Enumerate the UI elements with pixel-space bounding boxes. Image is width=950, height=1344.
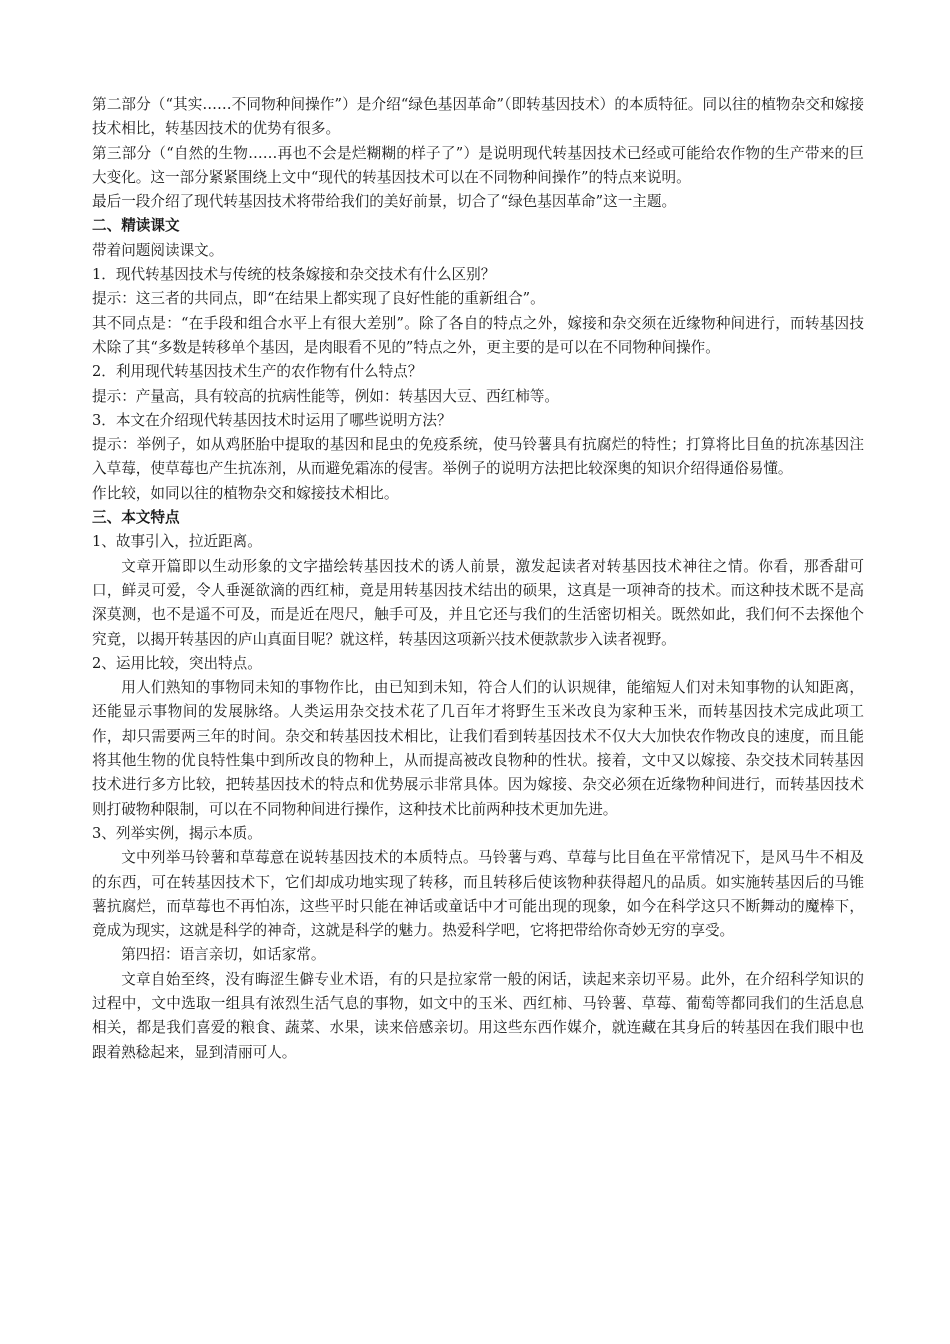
- section2-intro: 带着问题阅读课文。: [92, 241, 224, 259]
- feature-4-body: 文章自始至终，没有晦涩生僻专业术语，有的只是拉家常一般的闲话，读起来亲切平易。此外，在介绍科学知识的过程中，文中选取一组具有浓烈生活气息的事物，如文中的玉米、西红柿、马铃薯、草莓、葡萄等都同我们的生活息息相关，都是我们喜爱的粮食、蔬菜、水果，读来倍感亲切。用这些东西作媒介，就连藏在其身后的转基因在我们眼中也跟着熟稔起来，显到清丽可人。: [92, 970, 864, 1061]
- question-1-difference: 其不同点是：“在手段和组合水平上有很大差别”。除了各自的特点之外，嫁接和杂交须在近缘物种间进行，而转基因技术除了其“多数是转移单个基因，是肉眼看不见的”特点之外，更主要的是可以在不同物种间操作。: [92, 314, 864, 356]
- feature-1-title: 1、故事引入，拉近距离。: [92, 533, 262, 551]
- section-heading-features: 三、本文特点: [92, 509, 180, 527]
- feature-3-title: 3、列举实例，揭示本质。: [92, 824, 262, 842]
- feature-2-body: 用人们熟知的事物同未知的事物作比，由已知到未知，符合人们的认识规律，能缩短人们对未知事物的认知距离，还能显示事物间的发展脉络。人类运用杂交技术花了几百年才将野生玉米改良为家种玉米，而转基因技术完成此项工作，却只需要两三年的时间。杂交和转基因技术相比，让我们看到转基因技术不仅大大加快农作物改良的速度，而且能将其他生物的优良特性集中到所改良的物种上，从而提高被改良物种的性状。接着，文中又以嫁接、杂交技术同转基因技术进行多方比较，把转基因技术的特点和优势展示非常具体。因为嫁接、杂交必须在近缘物种间进行，而转基因技术则打破物种限制，可以在不同物种间进行操作，这种技术比前两种技术更加先进。: [92, 679, 864, 818]
- feature-4-title: 第四招：语言亲切，如话家常。: [121, 946, 326, 964]
- paragraph-part2: 第二部分（“其实……不同物种间操作”）是介绍“绿色基因革命”（即转基因技术）的本质特征。同以往的植物杂交和嫁接技术相比，转基因技术的优势有很多。: [92, 96, 864, 138]
- document-page: [92, 93, 864, 1065]
- question-3: 3．本文在介绍现代转基因技术时运用了哪些说明方法？: [92, 411, 452, 429]
- question-1-hint: 提示：这三者的共同点，即“在结果上都实现了良好性能的重新组合”。: [92, 290, 545, 308]
- section-heading-close-reading: 二、精读课文: [92, 217, 180, 235]
- paragraph-part3: 第三部分（“自然的生物……再也不会是烂糊糊的样子了”）是说明现代转基因技术已经或可能给农作物的生产带来的巨大变化。这一部分紧紧围绕上文中“现代的转基因技术可以在不同物种间操作”的特点来说明。: [92, 144, 864, 186]
- feature-1-body: 文章开篇即以生动形象的文字描绘转基因技术的诱人前景，激发起读者对转基因技术神往之情。你看，那香甜可口，鲜灵可爱，令人垂涎欲滴的西红柿，竟是用转基因技术结出的硕果，这真是一项神奇的技术。而这种技术既不是高深莫测，也不是遥不可及，而是近在咫尺，触手可及，并且它还与我们的生活密切相关。既然如此，我们何不去探他个究竟，以揭开转基因的庐山真面目呢？就这样，转基因这项新兴技术便款款步入读者视野。: [92, 557, 864, 648]
- feature-2-title: 2、运用比较，突出特点。: [92, 654, 262, 672]
- question-2-hint: 提示：产量高，具有较高的抗病性能等，例如：转基因大豆、西红柿等。: [92, 387, 560, 405]
- question-3-compare: 作比较，如同以往的植物杂交和嫁接技术相比。: [92, 484, 399, 502]
- question-2: 2．利用现代转基因技术生产的农作物有什么特点？: [92, 363, 423, 381]
- feature-3-body: 文中列举马铃薯和草莓意在说转基因技术的本质特点。马铃薯与鸡、草莓与比目鱼在平常情况下，是风马牛不相及的东西，可在转基因技术下，它们却成功地实现了转移，而且转移后使该物种获得超凡的品质。如实施转基因后的马锥薯抗腐烂，而草莓也不再怕冻，这些平时只能在神话或童话中才可能出现的现象，如今在科学这只不断舞动的魔棒下，竟成为现实，这就是科学的神奇，这就是科学的魅力。热爱科学吧，它将把带给你奇妙无穷的享受。: [92, 849, 864, 940]
- paragraph-last: 最后一段介绍了现代转基因技术将带给我们的美好前景，切合了“绿色基因革命”这一主题。: [92, 193, 677, 211]
- question-1: 1．现代转基因技术与传统的枝条嫁接和杂交技术有什么区别？: [92, 266, 496, 284]
- question-3-hint: 提示：举例子，如从鸡胚胎中提取的基因和昆虫的免疫系统，使马铃薯具有抗腐烂的特性；打算将比目鱼的抗冻基因注入草莓，使草莓也产生抗冻剂，从而避免霜冻的侵害。举例子的说明方法把比较深奥的知识介绍得通俗易懂。: [92, 436, 864, 478]
